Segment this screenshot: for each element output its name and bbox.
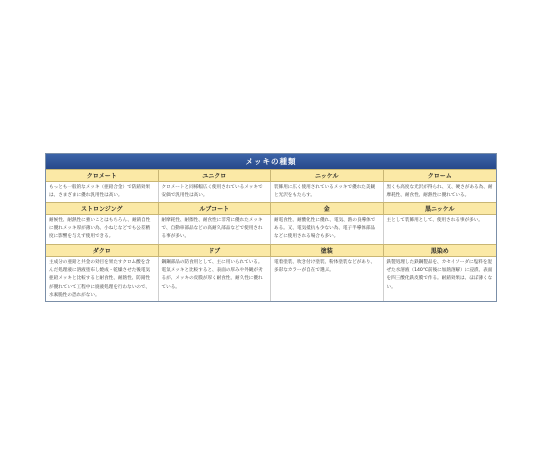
header-black-oxide: 黒染め	[384, 244, 497, 257]
text-dobu: 鋼鋼部品の防食用として、主に用いられている。電気メッキと比較すると、表面の厚みや外観が劣るが、メッキの皮膜が厚く耐食性、耐久性に優れている。	[159, 257, 272, 301]
text-black-oxide: 鉄製処理した鉄鋼製品を、カセイソーダに塩料を混ぜた水溶液（140℃前後に加熱溶解）に浸漬、表面を四三酸化鉄皮膜で作る。耐錆効果は、ほぼ薄くない。	[386, 260, 493, 290]
text-unichrome: クロメートと同様幅広く使用されているメッキで安価で汎用性は高い。	[159, 182, 272, 202]
header-unichrome: ユニクロ	[159, 169, 272, 182]
text-coating: 電着塗装、吹き付け塗装、粉体塗装などがあり、多彩なカラーが自在で選ぶ。	[271, 257, 384, 301]
header-coating: 塗装	[271, 244, 384, 257]
header-strongzing: ストロンジング	[46, 202, 159, 215]
header-lubcoat: ルブコート	[159, 202, 272, 215]
header-row-1	[46, 169, 496, 182]
header-nickel: ニッケル	[271, 169, 384, 182]
text-strongzing: 耐候性、耐熱性に強いことはもちろん、耐錆自性に優れメッキ厚が薄い為、小ねじなどでも公差精度に影響を与えず使用できる。	[46, 215, 159, 244]
header-chrome: クローム	[384, 169, 497, 182]
header-dacro: ダクロ	[46, 244, 159, 257]
text-nickel: 装飾用に広く使用されているメッキで優れた美観と光沢をもたらす。	[271, 182, 384, 202]
header-dobu: ドブ	[159, 244, 272, 257]
text-gold: 耐電食性、耐酸化性に優れ、電気、熱の良導体である。又、電気抵抗も少ない為、電子半導体部品などに使用される場合も多い。	[271, 215, 384, 244]
plating-types-table	[45, 153, 497, 302]
header-row-2	[46, 202, 496, 215]
text-row-3	[46, 257, 496, 301]
text-lubcoat: 耐摩耗性、耐擦性、耐食性に非常に優れたメッキで、自動車部品などの高耐久部品などで使用される事が多い。	[159, 215, 272, 244]
table-title: メッキの種類	[46, 154, 496, 169]
text-row-2	[46, 215, 496, 244]
text-black-nickel: 主として装飾用として、使用される事が多い。	[386, 218, 483, 223]
header-chromate: クロメート	[46, 169, 159, 182]
header-row-3	[46, 244, 496, 257]
text-chrome: 黒くも高度な光沢が得られ、又、硬さがある為、耐摩耗性、耐食性、耐熱性に優れている。	[386, 185, 493, 199]
text-chromate: もっとも一般的なメッキ（亜鉛合金）で防錆効果は、さまざまに優れ汎用性は高い。	[46, 182, 159, 202]
text-row-1	[46, 182, 496, 202]
header-black-nickel: 黒ニッケル	[384, 202, 497, 215]
text-dacro: 主成分の亜鉛と共金の効目を果たすクロム酸を含んだ処理液に溶液塗布し焼成・乾燥させた後電気亜鉛メッキと比較すると耐食性、耐熱性、防錆性が優れていて工程中に廃液処理を行わないので、水素脆性の恐れがない。	[46, 257, 159, 301]
header-gold: 金	[271, 202, 384, 215]
